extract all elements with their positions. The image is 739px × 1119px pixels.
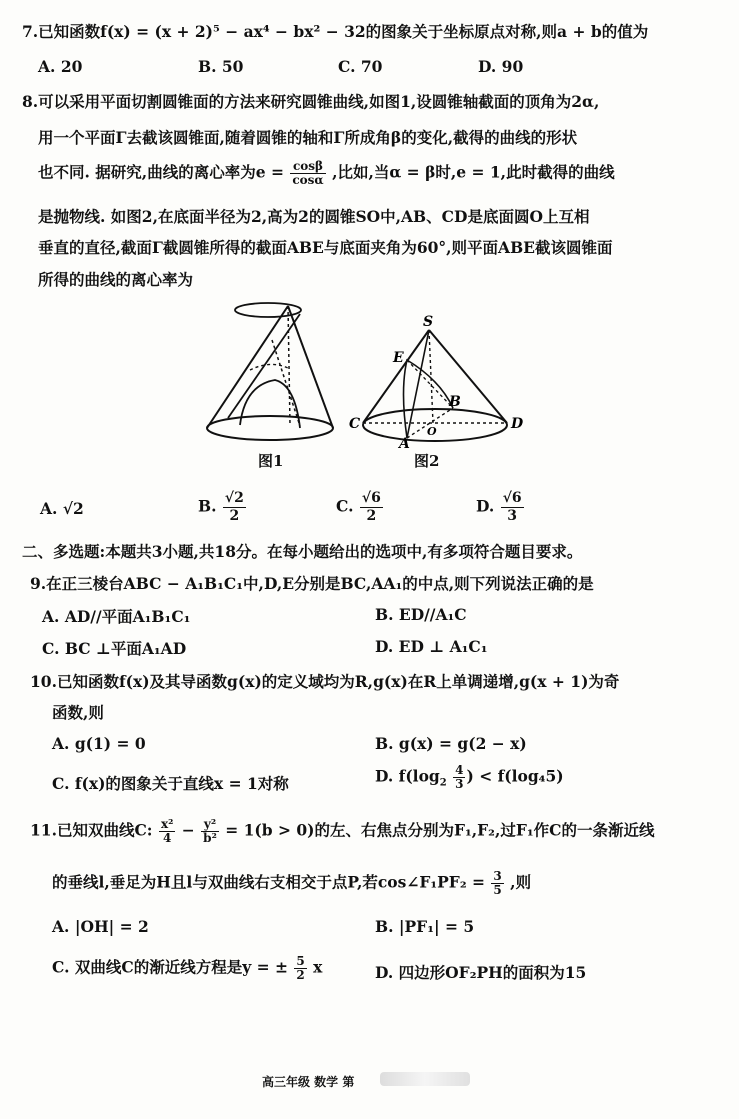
q8-option-d: D. $\frac{√6}{3}$ xyxy=(476,490,522,524)
q7-option-d: D. 90 xyxy=(478,57,524,76)
fig1-dashed-generatrix xyxy=(272,340,300,426)
q7-option-c: C. 70 xyxy=(338,57,383,76)
q7-option-b: B. 50 xyxy=(198,57,244,76)
page-footer: 高三年级 数学 第 xyxy=(262,1075,355,1089)
q8-option-a: A. √2 xyxy=(40,499,84,518)
figure-2-caption: 图2 xyxy=(414,452,440,470)
q9-option-c: C. BC ⊥平面A₁AD xyxy=(42,639,187,658)
fig2-label-c: C xyxy=(349,416,361,432)
q8-line3 xyxy=(38,160,615,187)
q9-option-b: B. ED//A₁C xyxy=(375,605,467,624)
q9-option-a: A. AD//平面A₁B₁C₁ xyxy=(42,607,191,626)
q10-line1: 10.已知函数f(x)及其导函数g(x)的定义域均为R,g(x)在R上单调递增,g(x + 1)为奇 xyxy=(30,672,620,691)
q8-option-b: B. $\frac{√2}{2}$ xyxy=(198,490,244,524)
q10-option-d: D. $f(\log_2$ $\frac{4}{3}$ ) < f(log₄5) xyxy=(375,763,564,791)
section-2-heading: 二、多选题:本题共3小题,共18分。在每小题给出的选项中,有多项符合题目要求。 xyxy=(22,542,583,561)
q7-option-a: A. 20 xyxy=(38,57,83,76)
fig2-label-e: E xyxy=(393,350,404,366)
figure-2-cone xyxy=(345,310,525,450)
figure-1-caption: 图1 xyxy=(258,452,284,470)
fig1-axis xyxy=(288,306,290,425)
q8-line1: 8.可以采用平面切割圆锥面的方法来研究圆锥曲线,如图1,设圆锥轴截面的顶角为2α, xyxy=(22,92,600,111)
fig1-base-ellipse xyxy=(207,416,333,440)
q9-option-d: D. ED ⊥ A₁C₁ xyxy=(375,637,488,656)
q10-option-c: C. f(x)的图象关于直线x = 1对称 xyxy=(52,774,289,793)
q8-option-c: C. $\frac{√6}{2}$ xyxy=(336,490,381,524)
e-numerator: cosβ xyxy=(290,160,325,174)
fig2-label-a: A xyxy=(399,436,410,450)
fig1-inner-curve xyxy=(250,364,288,370)
fig2-label-s: S xyxy=(423,314,434,330)
q11-option-b: B. |PF₁| = 5 xyxy=(375,917,475,936)
q11-option-a: A. |OH| = 2 xyxy=(52,917,149,936)
q8-line6: 所得的曲线的离心率为 xyxy=(38,270,194,289)
q11-option-c: C. 双曲线C的渐近线方程是y = ± $\frac{5}{2}$ x xyxy=(52,954,323,982)
eccentricity-fraction xyxy=(290,160,325,187)
q10-option-a: A. g(1) = 0 xyxy=(52,734,146,753)
fig2-label-o: O xyxy=(427,425,437,438)
q8-line3-b: ,比如,当α = β时,e = 1,此时截得的曲线 xyxy=(332,162,615,182)
e-denominator: cosα xyxy=(292,173,324,187)
q11-line2: 的垂线l,垂足为H且l与双曲线右支相交于点P,若cos∠F₁PF₂ = $\frac{3}{5}$ ,则 xyxy=(52,869,532,897)
q7-stem: 7.已知函数f(x) = (x + 2)⁵ − ax⁴ − bx² − 32的图象关于坐标原点对称,则a + b的值为 xyxy=(22,22,649,41)
q10-option-b: B. g(x) = g(2 − x) xyxy=(375,734,527,753)
q11-line1: 11.已知双曲线C: $\frac{\text{x²}}{4}$ − $\frac{\text{y²}}{\text{b²}}$ = 1(b > 0)的左、右焦点分别为F₁,F₂,过F₁作C的一条渐近线 xyxy=(30,817,655,845)
figure-1-cone xyxy=(200,300,350,445)
fig2-label-b: B xyxy=(449,394,461,410)
q11-option-d: D. 四边形OF₂PH的面积为15 xyxy=(375,963,587,982)
q8-line4: 是抛物线. 如图2,在底面半径为2,高为2的圆锥SO中,AB、CD是底面圆O上互相 xyxy=(38,207,590,226)
q10-line2: 函数,则 xyxy=(52,703,104,722)
fig2-label-d: D xyxy=(511,416,524,432)
q9-stem: 9.在正三棱台ABC − A₁B₁C₁中,D,E分别是BC,AA₁的中点,则下列说法正确的是 xyxy=(30,574,594,593)
fig1-left-generatrix xyxy=(207,306,288,428)
footer-smudge xyxy=(380,1072,470,1086)
q8-line3-a: 也不同. 据研究,曲线的离心率为e = xyxy=(38,162,284,182)
fig1-top-ellipse xyxy=(235,303,301,317)
q8-line2: 用一个平面Γ去截该圆锥面,随着圆锥的轴和Γ所成角β的变化,截得的曲线的形状 xyxy=(38,128,578,147)
q8-line5: 垂直的直径,截面Γ截圆锥所得的截面ABE与底面夹角为60°,则平面ABE截该圆锥面 xyxy=(38,238,613,257)
